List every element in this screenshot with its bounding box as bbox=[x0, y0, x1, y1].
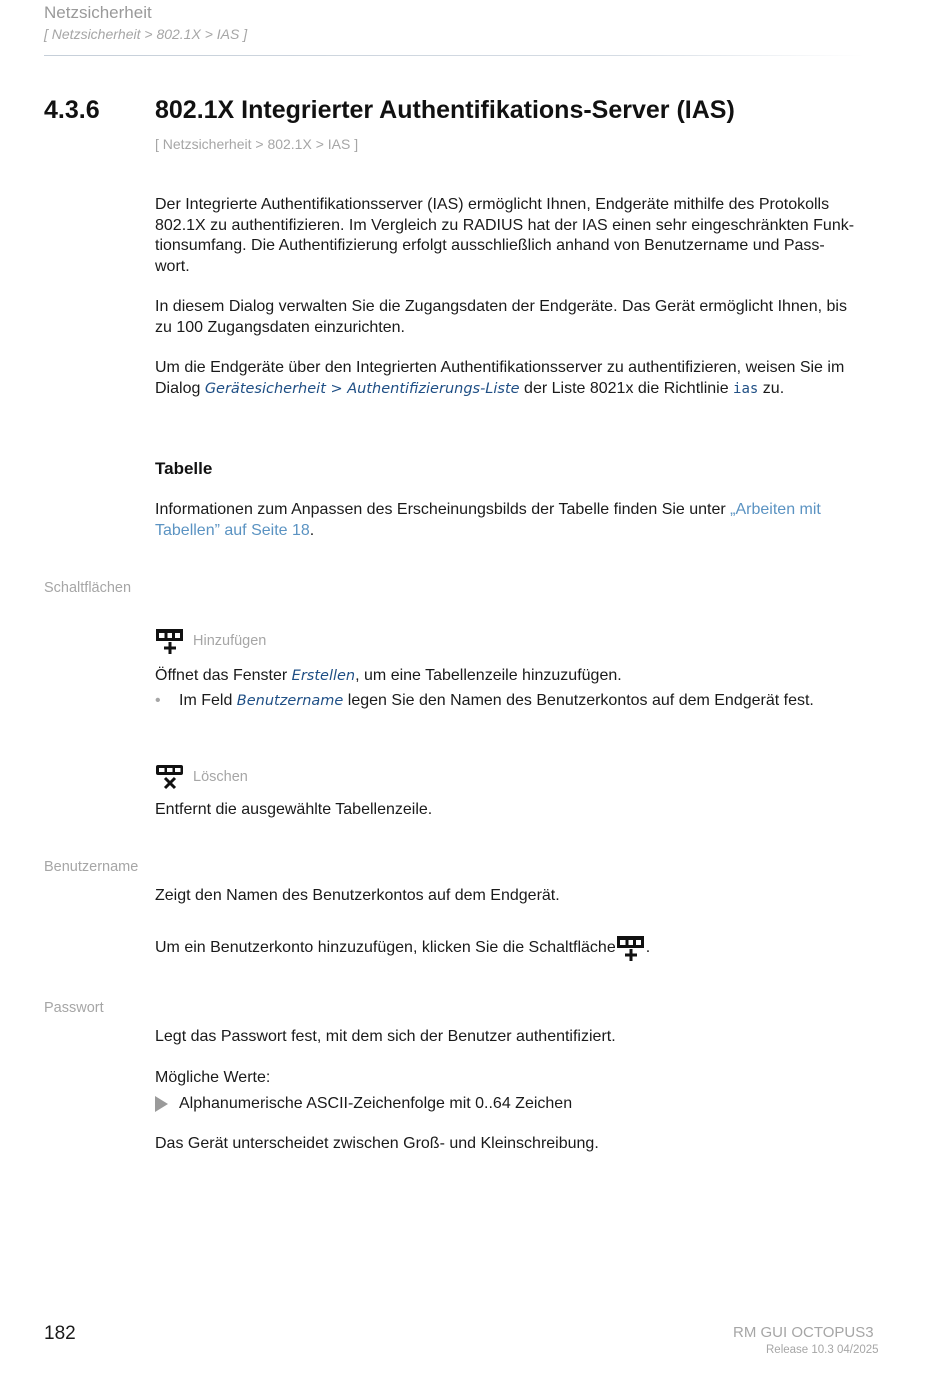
section-title: 802.1X Integrierter Authentifikations-Server (IAS) bbox=[155, 96, 735, 124]
intro-paragraph-3 bbox=[155, 358, 895, 399]
add-button-label: Hinzufügen bbox=[193, 633, 267, 649]
add-button-row bbox=[155, 627, 266, 655]
footer-product: RM GUI OCTOPUS3 bbox=[733, 1324, 874, 1341]
text-line: Tabellen” auf Seite 18. bbox=[155, 521, 315, 539]
text-line: In diesem Dialog verwalten Sie die Zugangsdaten der Endgeräte. Das Gerät ermöglicht Ihnen, bis bbox=[155, 298, 847, 315]
footer-release: Release 10.3 04/2025 bbox=[766, 1344, 879, 1356]
username-hint: Um ein Benutzerkonto hinzuzufügen, klicken Sie die Schaltfläche . bbox=[155, 934, 895, 962]
intro-paragraph-1 bbox=[155, 195, 895, 277]
password-description: Legt das Passwort fest, mit dem sich der Benutzer authentifiziert. bbox=[155, 1028, 616, 1045]
table-add-row-icon[interactable] bbox=[155, 627, 185, 655]
delete-button-description: Entfernt die ausgewählte Tabellenzeile. bbox=[155, 801, 433, 818]
header-divider bbox=[44, 55, 864, 56]
bullet-dot: • bbox=[155, 692, 161, 709]
section-breadcrumb: [ Netzsicherheit > 802.1X > IAS ] bbox=[155, 136, 359, 152]
xref-link[interactable]: „Arbeiten mit bbox=[730, 501, 821, 518]
text-line: zu 100 Zugangsdaten einzurichten. bbox=[155, 318, 405, 336]
section-number: 4.3.6 bbox=[44, 96, 100, 124]
username-field-link[interactable]: Benutzername bbox=[236, 693, 344, 709]
possible-value-item: Alphanumerische ASCII-Zeichenfolge mit 0..64 Zeichen bbox=[179, 1095, 573, 1112]
possible-values-label: Mögliche Werte: bbox=[155, 1069, 271, 1086]
case-sensitivity-note: Das Gerät unterscheidet zwischen Groß- und Kleinschreibung. bbox=[155, 1135, 599, 1152]
text-line: Um die Endgeräte über den Integrierten Authentifikationsserver zu authentifizieren, weisen Sie im bbox=[155, 359, 845, 376]
header-chapter: Netzsicherheit bbox=[44, 3, 152, 22]
header-breadcrumb: [ Netzsicherheit > 802.1X > IAS ] bbox=[44, 26, 248, 42]
triangle-right-icon bbox=[155, 1096, 168, 1112]
text-line: tionsumfang. Die Authentifizierung erfolgt ausschließlich anhand von Benutzername und Pass- bbox=[155, 237, 825, 254]
delete-button-label: Löschen bbox=[193, 769, 248, 785]
text-line: Informationen zum Anpassen des Erscheinungsbilds der Tabelle finden Sie unter „Arbeiten mit bbox=[155, 501, 821, 518]
text-line: 802.1X zu authentifizieren. Im Vergleich zu RADIUS hat der IAS einen sehr eingeschränkten Funk- bbox=[155, 216, 855, 234]
username-label: Benutzername bbox=[44, 859, 139, 875]
intro-paragraph-2 bbox=[155, 297, 895, 338]
delete-button-row bbox=[155, 763, 248, 791]
buttons-label: Schaltflächen bbox=[44, 580, 132, 596]
policy-code: ias bbox=[733, 380, 759, 397]
table-info-paragraph bbox=[155, 500, 895, 541]
table-delete-row-icon[interactable] bbox=[155, 763, 185, 791]
create-window-link[interactable]: Erstellen bbox=[291, 668, 356, 684]
username-description: Zeigt den Namen des Benutzerkontos auf dem Endgerät. bbox=[155, 887, 560, 904]
xref-link[interactable]: Tabellen” auf Seite 18 bbox=[155, 521, 310, 539]
dialog-link[interactable]: Gerätesicherheit > Authentifizierungs-Liste bbox=[204, 380, 520, 397]
page-number: 182 bbox=[44, 1323, 76, 1344]
text-line: Der Integrierte Authentifikationsserver (IAS) ermöglicht Ihnen, Endgeräte mithilfe des Protokolls bbox=[155, 196, 830, 213]
table-add-row-icon bbox=[616, 934, 646, 962]
password-label: Passwort bbox=[44, 1000, 104, 1016]
list-item bbox=[155, 691, 814, 711]
table-heading: Tabelle bbox=[155, 459, 213, 478]
text-line: wort. bbox=[155, 257, 190, 275]
list-item-text: Im Feld Benutzername legen Sie den Namen des Benutzerkontos auf dem Endgerät fest. bbox=[179, 692, 814, 709]
text-line: Dialog Gerätesicherheit > Authentifizierungs-Liste der Liste 8021x die Richtlinie ias zu. bbox=[155, 379, 785, 397]
add-button-description: Öffnet das Fenster Erstellen, um eine Tabellenzeile hinzuzufügen. bbox=[155, 667, 622, 684]
